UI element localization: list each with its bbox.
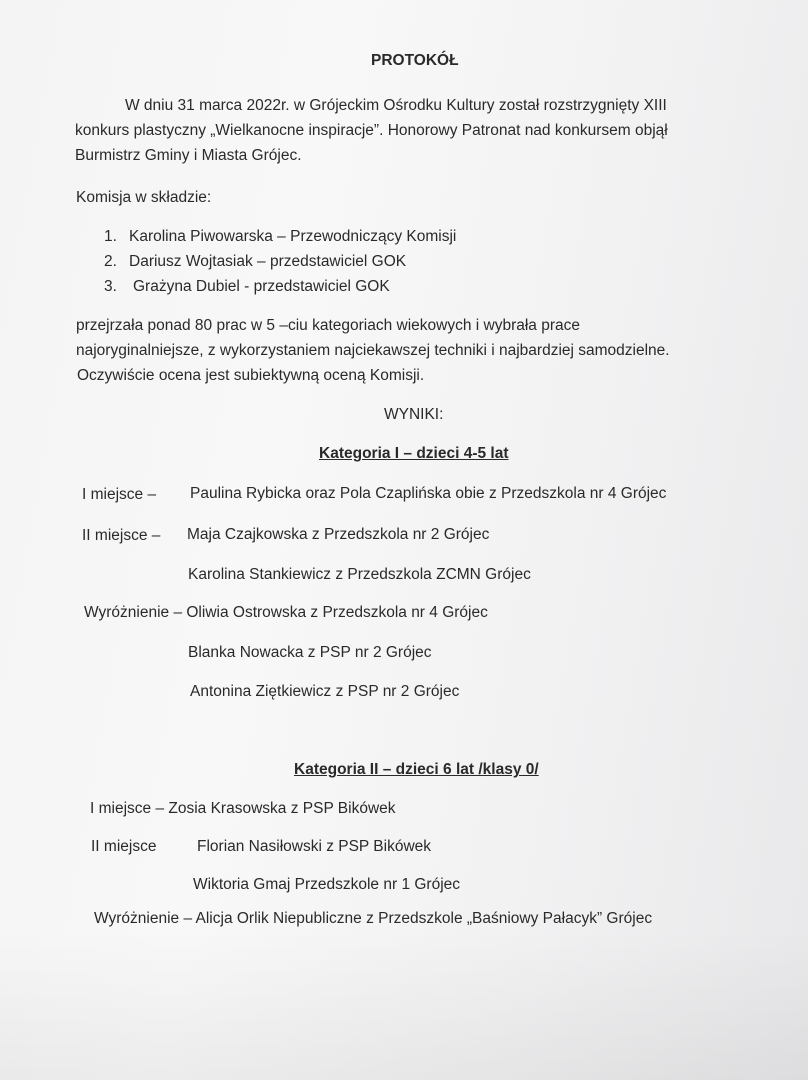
category-2-honorable-mention: Wyróżnienie – Alicja Orlik Niepubliczne z Przedszkole „Baśniowy Pałacyk” Grójec — [94, 910, 653, 927]
category-1-place-1-label: I miejsce – — [82, 486, 157, 503]
category-2-place-1: I miejsce – Zosia Krasowska z PSP Bikówek — [90, 800, 396, 817]
category-2-place-2-winner: Florian Nasiłowski z PSP Bikówek — [197, 838, 432, 855]
category-1-place-2-winner: Maja Czajkowska z Przedszkola nr 2 Grójec — [187, 526, 490, 543]
results-heading: WYNIKI: — [384, 406, 444, 423]
intro-line-2: konkurs plastyczny „Wielkanocne inspiracje”. Honorowy Patronat nad konkursem objął — [75, 122, 668, 139]
category-2-heading: Kategoria II – dzieci 6 lat /klasy 0/ — [294, 761, 539, 778]
committee-member: Grażyna Dubiel - przedstawiciel GOK — [133, 278, 390, 295]
committee-member: Karolina Piwowarska – Przewodniczący Komisji — [129, 228, 457, 245]
document-title: PROTOKÓŁ — [371, 52, 459, 69]
intro-line-1: W dniu 31 marca 2022r. w Grójeckim Ośrodku Kultury został rozstrzygnięty XIII — [125, 97, 667, 114]
committee-number: 2. — [104, 253, 117, 270]
category-1-honorable-mention: Wyróżnienie – Oliwia Ostrowska z Przedszkola nr 4 Grójec — [84, 604, 488, 621]
committee-number: 3. — [104, 278, 117, 295]
review-line-1: przejrzała ponad 80 prac w 5 –ciu kategoriach wiekowych i wybrała prace — [76, 317, 581, 334]
committee-number: 1. — [104, 228, 117, 245]
category-1-place-2-winner: Karolina Stankiewicz z Przedszkola ZCMN Grójec — [188, 566, 531, 583]
category-2-place-2-label: II miejsce — [91, 838, 157, 855]
committee-member: Dariusz Wojtasiak – przedstawiciel GOK — [129, 253, 407, 270]
review-line-2: najoryginalniejsze, z wykorzystaniem najciekawszej techniki i najbardziej samodzielne. — [76, 342, 670, 359]
category-2-place-2-winner: Wiktoria Gmaj Przedszkole nr 1 Grójec — [193, 876, 461, 893]
category-1-place-2-label: II miejsce – — [82, 527, 161, 544]
category-1-honorable-name: Antonina Ziętkiewicz z PSP nr 2 Grójec — [190, 683, 460, 700]
category-1-heading: Kategoria I – dzieci 4-5 lat — [319, 445, 509, 462]
review-line-3: Oczywiście ocena jest subiektywną oceną Komisji. — [77, 367, 425, 384]
paper-shadow — [0, 930, 808, 1080]
intro-line-3: Burmistrz Gminy i Miasta Grójec. — [75, 147, 302, 164]
category-1-honorable-name: Blanka Nowacka z PSP nr 2 Grójec — [188, 644, 432, 661]
category-1-place-1-winner: Paulina Rybicka oraz Pola Czaplińska obie z Przedszkola nr 4 Grójec — [190, 485, 667, 502]
committee-heading: Komisja w składzie: — [76, 189, 212, 206]
